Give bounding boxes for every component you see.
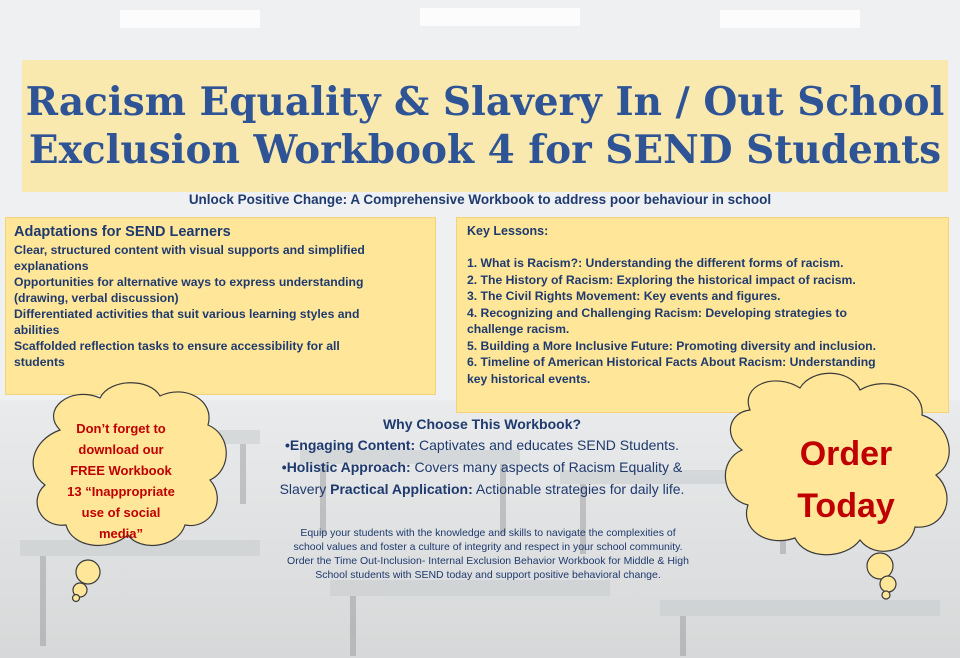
slavery-text: Slavery xyxy=(279,481,331,497)
subtitle: Unlock Positive Change: A Comprehensive Workbook to address poor behaviour in school xyxy=(188,192,772,207)
key-lesson-line: 4. Recognizing and Challenging Racism: Developing strategies to xyxy=(467,305,847,320)
key-lesson-line: challenge racism. xyxy=(467,322,570,336)
key-lesson-line: 1. What is Racism?: Understanding the different forms of racism. xyxy=(467,256,844,270)
free-workbook-reminder xyxy=(36,418,206,544)
adaptations-line: explanations xyxy=(14,259,89,273)
paragraph-line: Order the Time Out-Inclusion- Internal Exclusion Behavior Workbook for Middle & High xyxy=(287,555,689,567)
adaptations-line: Clear, structured content with visual supports and simplified xyxy=(14,243,365,257)
adaptations-line: Scaffolded reflection tasks to ensure accessibility for all xyxy=(14,339,340,353)
why-heading: Why Choose This Workbook? xyxy=(382,416,582,432)
practical-text: Actionable strategies for daily life. xyxy=(472,481,685,497)
practical-label: Practical Application: xyxy=(330,481,473,497)
today-line: Today xyxy=(797,487,895,525)
key-lesson-line: 2. The History of Racism: Exploring the historical impact of racism. xyxy=(467,272,856,287)
paragraph-line: Equip your students with the knowledge and skills to navigate the complexities of xyxy=(300,527,676,539)
key-lesson-line: key historical events. xyxy=(467,371,591,386)
title-line-1: Racism Equality & Slavery In / Out School xyxy=(25,79,945,125)
key-lesson-line: 3. The Civil Rights Movement: Key events and figures. xyxy=(467,289,781,303)
order-line: Order xyxy=(799,435,893,473)
engaging-text: Captivates and educates SEND Students. xyxy=(415,437,679,453)
paragraph-line: School students with SEND today and support positive behavioral change. xyxy=(315,569,661,581)
cloud-line: FREE Workbook xyxy=(70,463,172,478)
cloud-line: 13 “Inappropriate xyxy=(67,484,175,499)
adaptations-line: abilities xyxy=(14,323,60,337)
adaptations-line: students xyxy=(14,355,65,369)
engaging-label: •Engaging Content: xyxy=(285,437,416,453)
holistic-label: •Holistic Approach: xyxy=(281,459,411,475)
cloud-line: media” xyxy=(98,526,144,541)
adaptations-line: Opportunities for alternative ways to express understanding xyxy=(14,275,364,289)
title-line-2: Exclusion Workbook 4 for SEND Students xyxy=(28,127,942,173)
order-today-callout xyxy=(736,428,956,532)
holistic-text: Covers many aspects of Racism Equality & xyxy=(410,459,683,475)
adaptations-heading: Adaptations for SEND Learners xyxy=(14,224,231,240)
key-lessons-heading: Key Lessons: xyxy=(467,224,549,238)
key-lesson-line: 5. Building a More Inclusive Future: Promoting diversity and inclusion. xyxy=(467,338,877,353)
cloud-line: download our xyxy=(78,442,164,457)
adaptations-line: Differentiated activities that suit various learning styles and xyxy=(14,307,360,321)
key-lesson-line: 6. Timeline of American Historical Facts About Racism: Understanding xyxy=(467,355,876,369)
cloud-line: use of social xyxy=(81,505,161,520)
cloud-line: Don’t forget to xyxy=(76,421,166,436)
paragraph-line: school values and foster a culture of integrity and respect in your school community. xyxy=(293,541,683,553)
adaptations-line: (drawing, verbal discussion) xyxy=(14,291,179,305)
